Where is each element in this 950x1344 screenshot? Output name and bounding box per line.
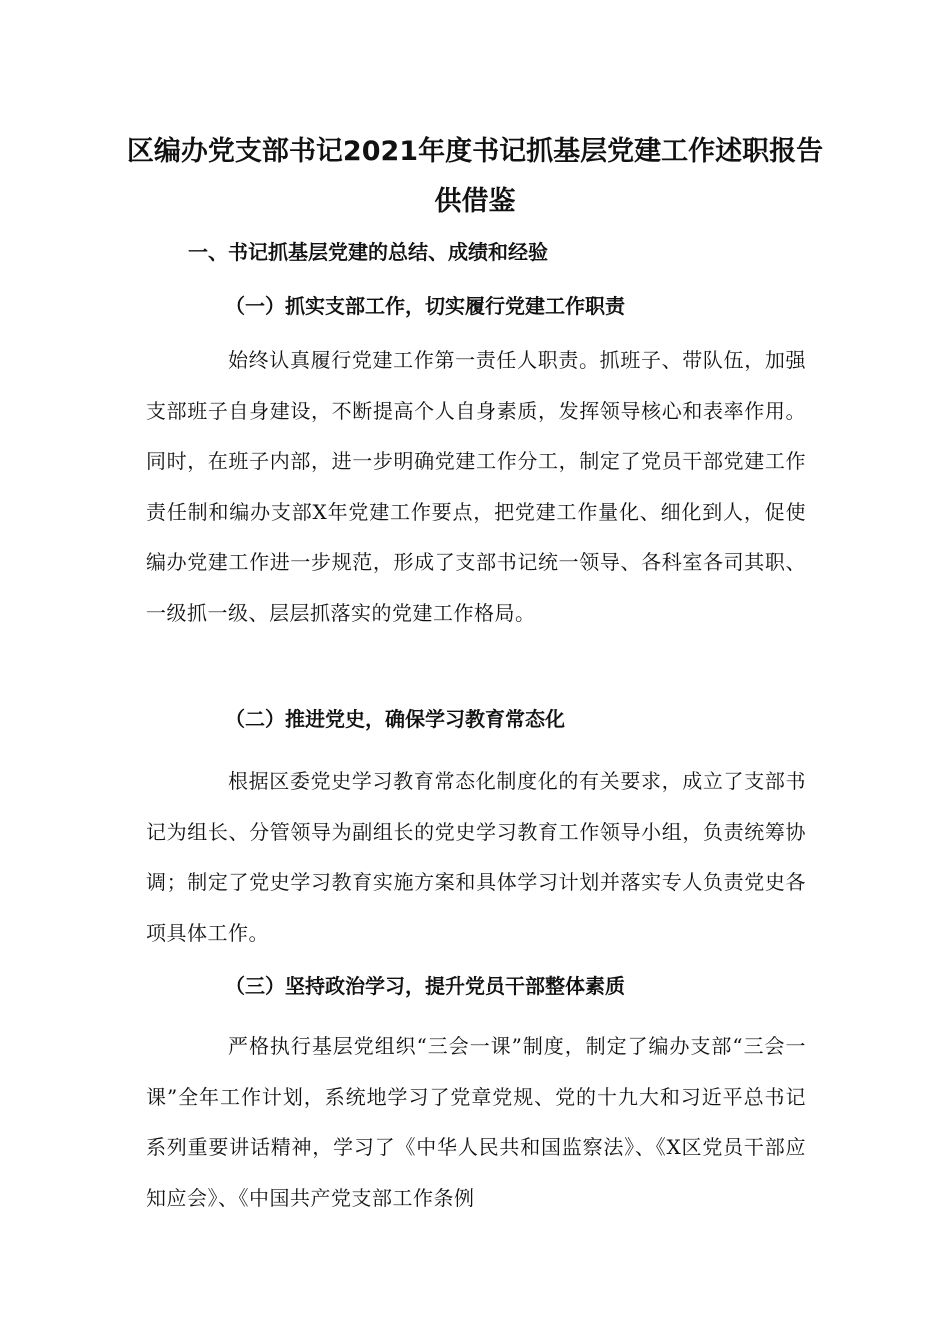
subsection1-paragraph: 始终认真履行党建工作第一责任人职责。抓班子、带队伍，加强支部班子自身建设，不断提高个人自身素质，发挥领导核心和表率作用。同时，在班子内部，进一步明确党建工作分工，制定了党员干部党建工作责任制和编办支部X年党建工作要点，把党建工作量化、细化到人，促使编办党建工作进一步规范，形成了支部书记统一领导、各科室各司其职、一级抓一级、层层抓落实的党建工作格局。 [146, 348, 806, 625]
subsection1-heading: （一）抓实支部工作，切实履行党建工作职责 [225, 294, 625, 318]
subsection2-heading: （二）推进党史，确保学习教育常态化 [225, 707, 565, 731]
subsection3-paragraph: 严格执行基层党组织“三会一课”制度，制定了编办支部“三会一课”全年工作计划，系统地学习了党章党规、党的十九大和习近平总书记系列重要讲话精神，学习了《中华人民共和国监察法》、《X区党员干部应知应会》、《中国共产党支部工作条例 [146, 1034, 806, 1210]
document-title-line1: 区编办党支部书记2021年度书记抓基层党建工作述职报告 [126, 136, 824, 167]
subsection3-heading: （三）坚持政治学习，提升党员干部整体素质 [225, 974, 625, 998]
document-title-line2: 供借鉴 [434, 186, 516, 217]
subsection2-paragraph: 根据区委党史学习教育常态化制度化的有关要求，成立了支部书记为组长、分管领导为副组长的党史学习教育工作领导小组，负责统筹协调；制定了党史学习教育实施方案和具体学习计划并落实专人负责党史各项具体工作。 [146, 769, 806, 945]
section1-heading: 一、书记抓基层党建的总结、成绩和经验 [188, 240, 548, 264]
